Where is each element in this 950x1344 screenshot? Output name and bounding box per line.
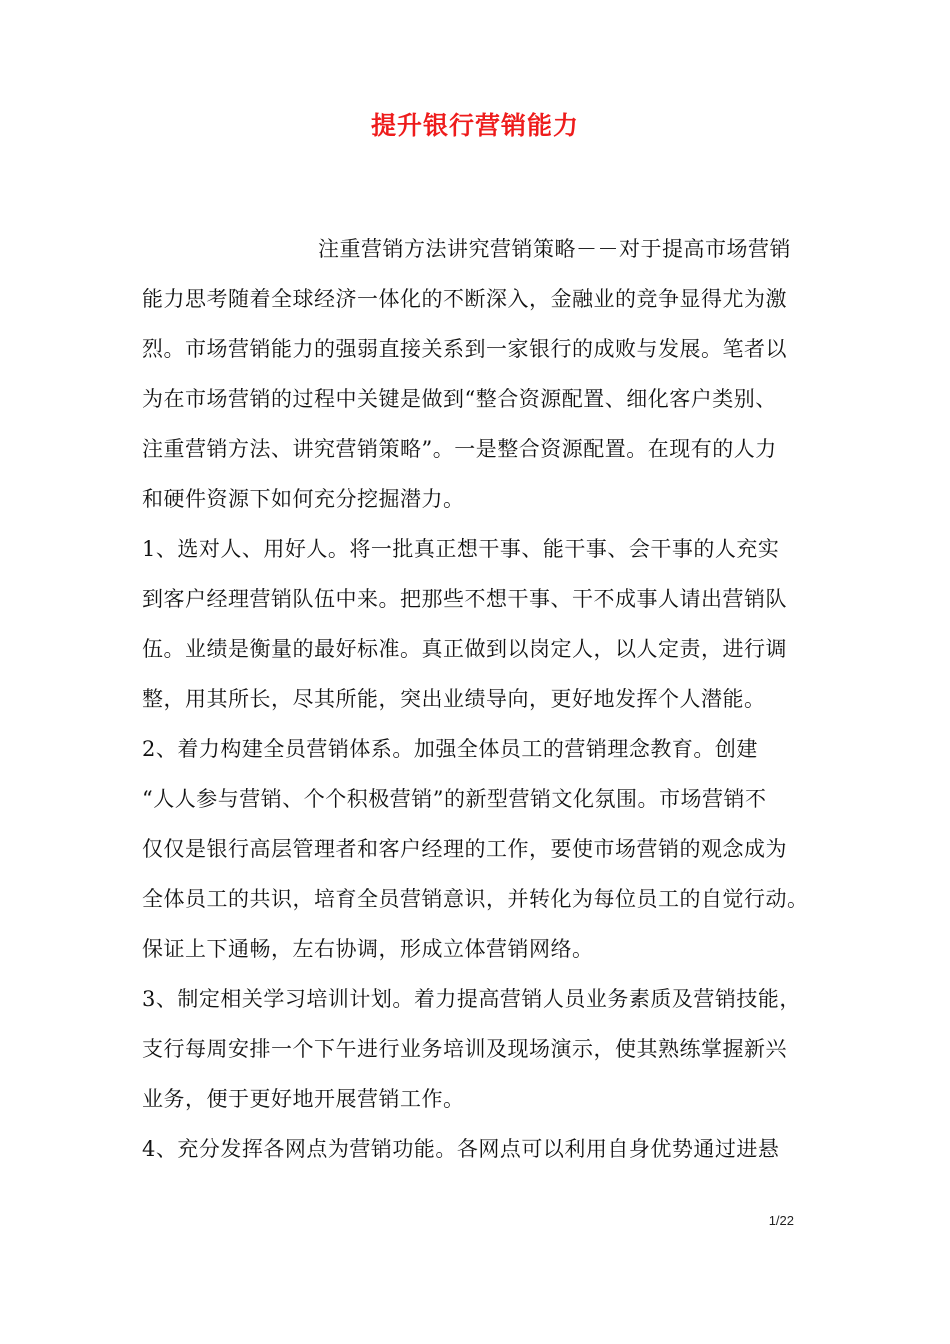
body-line: 烈。市场营销能力的强弱直接关系到一家银行的成败与发展。笔者以 (142, 337, 787, 361)
body-line: 整，用其所长，尽其所能，突出业绩导向，更好地发挥个人潜能。 (142, 687, 766, 711)
body-line: 能力思考随着全球经济一体化的不断深入，金融业的竞争显得尤为激 (142, 287, 787, 311)
body-line: 业务，便于更好地开展营销工作。 (142, 1087, 465, 1111)
body-line: 仅仅是银行高层管理者和客户经理的工作，要使市场营销的观念成为 (142, 837, 787, 861)
body-line: 为在市场营销的过程中关键是做到“整合资源配置、细化客户类别、 (142, 387, 777, 411)
body-line: “人人参与营销、个个积极营销”的新型营销文化氛围。市场营销不 (142, 787, 767, 811)
body-line: 到客户经理营销队伍中来。把那些不想干事、干不成事人请出营销队 (142, 587, 787, 611)
body-line: 全体员工的共识，培育全员营销意识，并转化为每位员工的自觉行动。 (142, 887, 809, 911)
body-line: 注重营销方法讲究营销策略－－对于提高市场营销 (318, 237, 791, 261)
body-line: 4、充分发挥各网点为营销功能。各网点可以利用自身优势通过进悬 (142, 1137, 780, 1161)
body-line: 支行每周安排一个下午进行业务培训及现场演示，使其熟练掌握新兴 (142, 1037, 787, 1061)
body-line: 注重营销方法、讲究营销策略”。一是整合资源配置。在现有的人力 (142, 437, 777, 461)
body-line: 2、着力构建全员营销体系。加强全体员工的营销理念教育。创建 (142, 737, 758, 761)
body-line: 1、选对人、用好人。将一批真正想干事、能干事、会干事的人充实 (142, 537, 780, 561)
page-number: 1/22 (768, 1213, 794, 1228)
document-title: 提升银行营销能力 (370, 111, 579, 140)
body-line: 和硬件资源下如何充分挖掘潜力。 (142, 487, 465, 511)
body-line: 保证上下通畅，左右协调，形成立体营销网络。 (142, 937, 594, 961)
body-line: 伍。业绩是衡量的最好标准。真正做到以岗定人，以人定责，进行调 (142, 637, 787, 661)
body-line: 3、制定相关学习培训计划。着力提高营销人员业务素质及营销技能， (142, 987, 801, 1011)
